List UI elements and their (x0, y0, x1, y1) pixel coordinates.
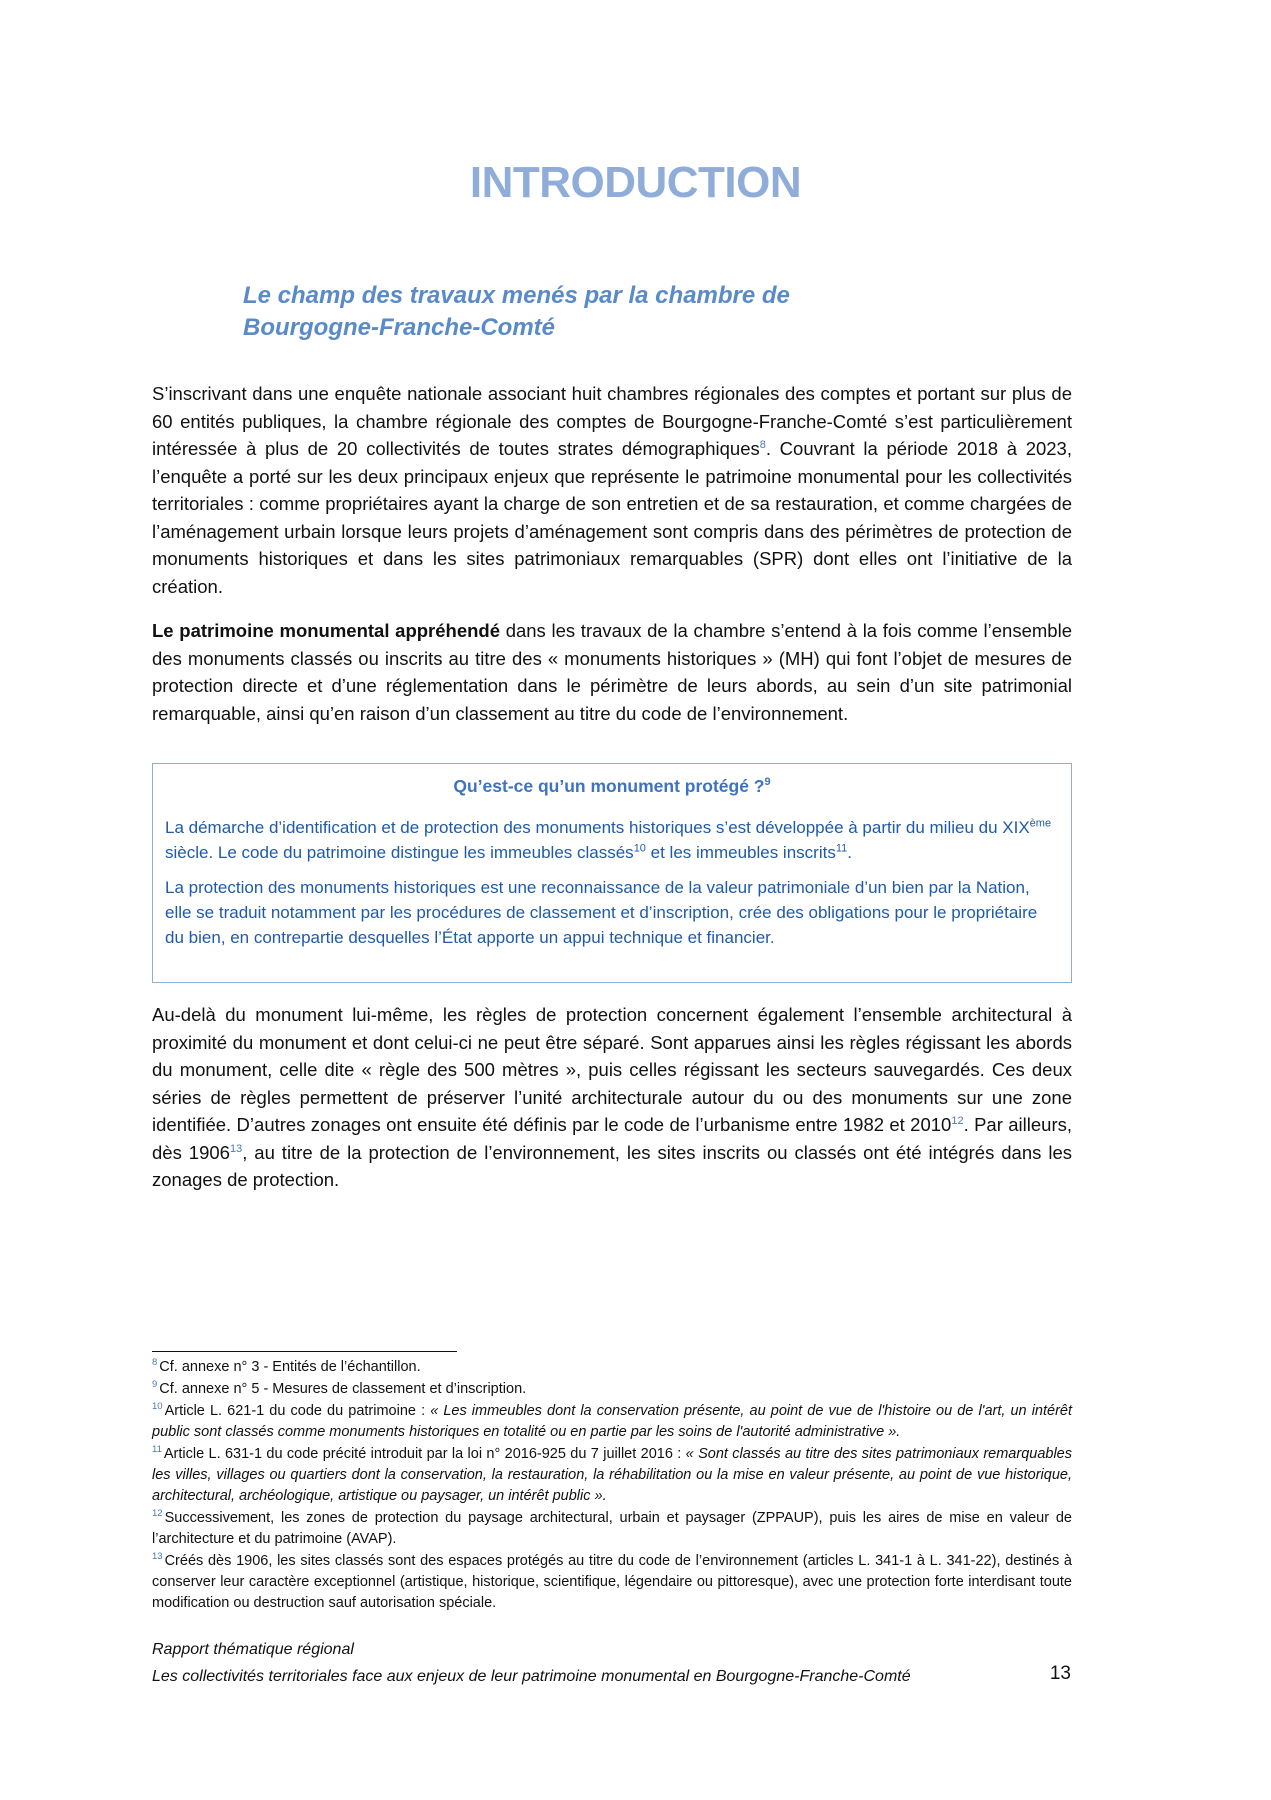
footnote-13 (152, 1551, 1072, 1614)
footnote-ref-11[interactable]: 11 (835, 842, 848, 855)
info-box-title (165, 776, 1059, 797)
info-box-p1-text-d: . (847, 843, 852, 862)
footnote-11 (152, 1444, 1072, 1507)
info-box (152, 763, 1072, 983)
footnote-ref-10[interactable]: 10 (633, 842, 646, 855)
page-title: INTRODUCTION (469, 158, 802, 207)
footer-report-type: Rapport thématique régional (152, 1641, 354, 1658)
footnotes (152, 1357, 1072, 1615)
page-footer (152, 1636, 1072, 1690)
section-title-line1: Le champ des travaux menés par la chambre de (243, 282, 790, 309)
info-box-paragraph-2: La protection des monuments historiques est une reconnaissance de la valeur patrimoniale d’un bien par la Nation, elle se traduit notamment par les procédures de classement et d’inscription, crée des obligations pour le propriétaire du bien, en contrepartie desquelles l’État apporte un appui technique et financier. (165, 878, 1038, 947)
footnote-12 (152, 1508, 1072, 1550)
footnote-text: Cf. annexe n° 3 - Entités de l’échantillon. (159, 1359, 421, 1375)
paragraph-3-text-b: . Par ailleurs, dès 1906 (152, 1114, 1072, 1163)
section-title-line2: Bourgogne-Franche-Comté (243, 314, 555, 341)
paragraph-2-text: dans les travaux de la chambre s’entend à la fois comme l’ensemble des monuments classés ou inscrits au titre des « monuments historiques » (MH) qui font l’objet de mesures de protection directe et d’une réglementation dans le périmètre de leurs abords, au sein d’un site patrimonial remarquable, ainsi qu’en raison d’un classement au titre du code de l’environnement. (152, 620, 1072, 724)
section-title (243, 280, 943, 344)
info-box-p1-text-a: La démarche d’identification et de protection des monuments historiques s’est développée à partir du milieu du XIX (165, 818, 1030, 837)
footnote-separator (152, 1351, 457, 1352)
footer-report-title: Les collectivités territoriales face aux enjeux de leur patrimoine monumental en Bourgogne-Franche-Comté (152, 1668, 911, 1685)
paragraph-2 (152, 617, 1072, 727)
paragraph-1-text-b: . Couvrant la période 2018 à 2023, l’enquête a porté sur les deux principaux enjeux que représente le patrimoine monumental pour les collectivités territoriales : comme propriétaires ayant la charge de son entretien et de sa restauration, et comme chargées de l’aménagement urbain lorsque leurs projets d’aménagement sont compris dans des périmètres de protection de monuments historiques et dans les sites patrimoniaux remarquables (SPR) dont elles ont l’initiative de la création. (152, 438, 1072, 597)
footnote-ref-13[interactable]: 13 (229, 1142, 243, 1155)
footnote-number: 11 (152, 1444, 162, 1456)
footnote-quote: « Sont classés au titre des sites patrimoniaux remarquables les villes, villages ou quartiers dont la conservation, la restauration, la réhabilitation ou la mise en valeur présente, au point de vue historique, architectural, archéologique, artistique ou paysager, un intérêt public ». (152, 1446, 1072, 1504)
footnote-9 (152, 1379, 1072, 1400)
footnote-ref-9[interactable]: 9 (764, 776, 771, 789)
page-number: 13 (1049, 1663, 1071, 1684)
footnote-text: Article L. 621-1 du code du patrimoine : (164, 1403, 431, 1419)
paragraph-3-text-c: , au titre de la protection de l’environnement, les sites inscrits ou classés ont été intégrés dans les zonages de protection. (152, 1141, 1072, 1190)
footnote-text: Cf. annexe n° 5 - Mesures de classement et d’inscription. (159, 1381, 527, 1397)
footnote-number: 8 (152, 1357, 158, 1369)
footnote-quote: « Les immeubles dont la conservation présente, au point de vue de l'histoire ou de l'art, un intérêt public sont classés comme monuments historiques en totalité ou en partie par les soins de l'autorité administrative ». (152, 1403, 1072, 1440)
paragraph-3-text-a: Au-delà du monument lui-même, les règles de protection concernent également l’ensemble architectural à proximité du monument et dont celui-ci ne peut être séparé. Sont apparues ainsi les règles régissant les abords du monument, celle dite « règle des 500 mètres », puis celles régissant les secteurs sauvegardés. Ces deux séries de règles permettent de préserver l’unité architecturale autour du ou des monuments sur une zone identifiée. D’autres zonages ont ensuite été définis par le code de l’urbanisme entre 1982 et 2010 (152, 1004, 1072, 1135)
footnote-ref-8[interactable]: 8 (759, 438, 766, 451)
footnote-number: 13 (152, 1551, 163, 1563)
paragraph-1 (152, 380, 1072, 600)
footnote-text: Article L. 631-1 du code précité introduit par la loi n° 2016-925 du 7 juillet 2016 : (163, 1446, 686, 1462)
info-box-p1-text-c: et les immeubles inscrits (645, 843, 836, 862)
info-box-p1-text-b: siècle. Le code du patrimoine distingue les immeubles classés (165, 843, 634, 862)
paragraph-2-bold-lead: Le patrimoine monumental appréhendé (152, 620, 501, 641)
footnote-number: 9 (152, 1379, 158, 1391)
footnote-text: Successivement, les zones de protection du paysage architectural, urbain et paysager (ZPPAUP), puis les aires de mise en valeur de l’architecture et du patrimoine (AVAP). (152, 1510, 1072, 1547)
paragraph-3 (152, 1001, 1072, 1194)
info-box-title-text: Qu’est-ce qu’un monument protégé ? (453, 776, 765, 796)
footnote-text: Créés dès 1906, les sites classés sont des espaces protégés au titre du code de l’environnement (articles L. 341-1 à L. 341-22), destinés à conserver leur caractère exceptionnel (artistique, historique, scientifique, légendaire ou pittoresque), avec une protection forte interdisant toute modification ou destruction sauf autorisation spéciale. (152, 1553, 1072, 1611)
footnote-ref-12[interactable]: 12 (951, 1114, 964, 1127)
info-box-paragraph-1 (165, 815, 1059, 865)
footnote-8 (152, 1357, 1072, 1378)
footnote-number: 12 (152, 1508, 163, 1520)
footnote-number: 10 (152, 1401, 163, 1413)
century-superscript: ème (1029, 817, 1052, 830)
paragraph-1-text-a: S’inscrivant dans une enquête nationale associant huit chambres régionales des comptes et portant sur plus de 60 entités publiques, la chambre régionale des comptes de Bourgogne-Franche-Comté s’est particulièrement intéressée à plus de 20 collectivités de toutes strates démographiques (152, 383, 1072, 459)
footnote-10 (152, 1401, 1072, 1443)
